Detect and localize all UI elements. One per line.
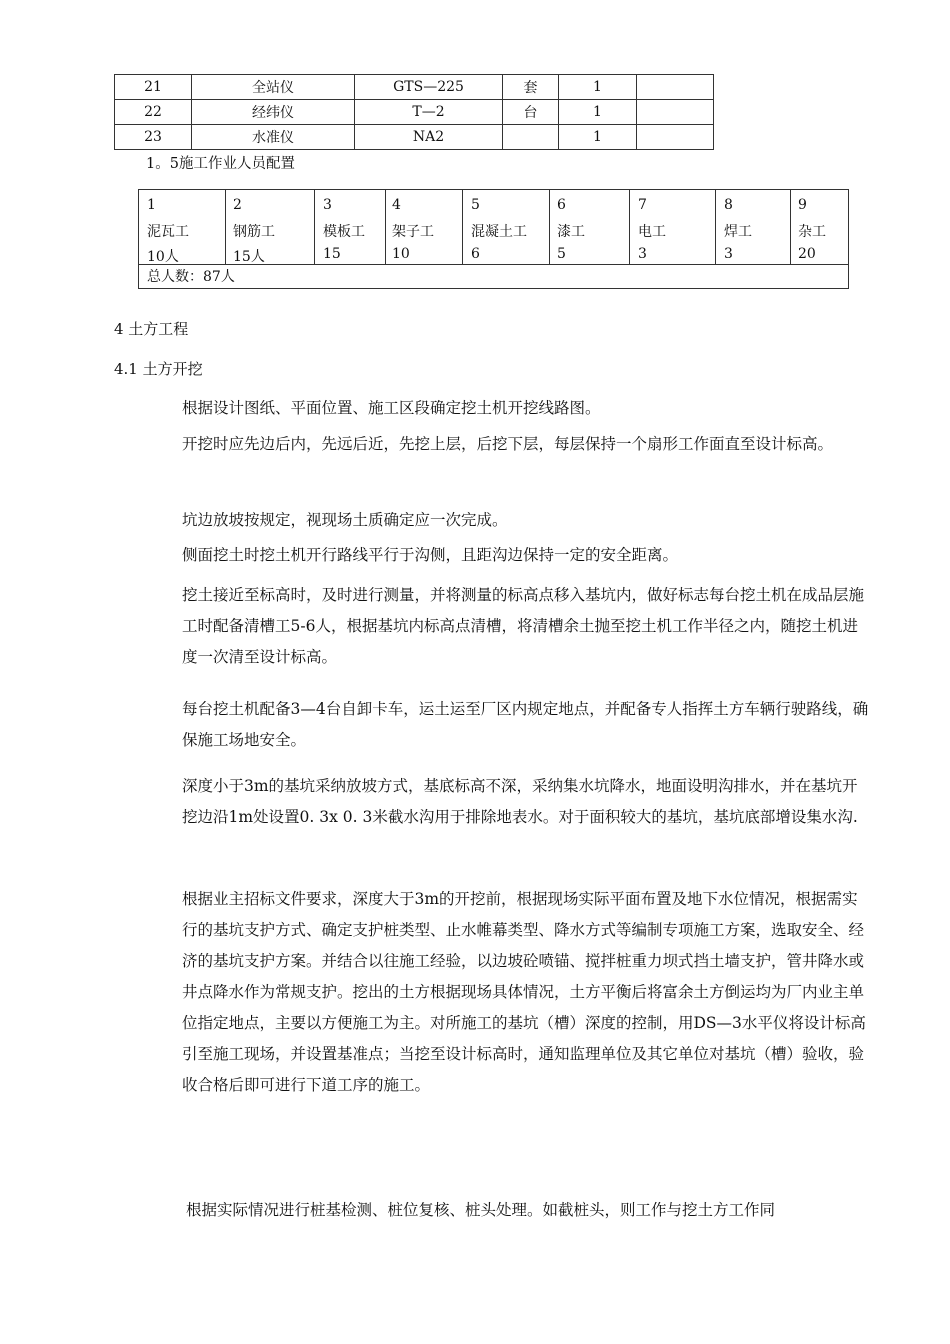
column-divider (385, 190, 386, 264)
equipment-model: T—2 (355, 100, 503, 125)
staff-trade: 混凝土工 (471, 224, 527, 240)
staff-trade: 泥瓦工 (147, 224, 189, 240)
table-row (115, 75, 714, 100)
body-paragraph: 每台挖土机配备3—4台自卸卡车，运土运至厂区内规定地点，并配备专人指挥土方车辆行驶路线，确保施工场地安全。 (182, 700, 869, 749)
staff-count: 10 (392, 246, 410, 262)
body-paragraph: 开挖时应先边后内，先远后近，先挖上层，后挖下层，每层保持一个扇形工作面直至设计标高。 (182, 435, 834, 453)
body-paragraph: 根据设计图纸、平面位置、施工区段确定挖土机开挖线路图。 (182, 399, 601, 417)
body-paragraph: 挖土接近至标高时，及时进行测量，并将测量的标高点移入基坑内，做好标志每台挖土机在成品层施工时配备清槽工5-6人，根据基坑内标高点清槽，将清槽余土抛至挖土机工作半径之内，随挖土机进度一次清至设计标高。 (182, 586, 865, 666)
body-paragraph: 根据业主招标文件要求，深度大于3m的开挖前，根据现场实际平面布置及地下水位情况，根据需实行的基坑支护方式、确定支护桩类型、止水帷幕类型、降水方式等编制专项施工方案，选取安全、经济的基坑支护方案。并结合以往施工经验，以边坡砼喷锚、搅拌桩重力坝式挡土墙支护，管井降水或井点降水作为常规支护。挖出的土方根据现场具体情况，土方平衡后将富余土方倒运均为厂内业主单位指定地点，主要以方便施工为主。对所施工的基坑（槽）深度的控制，用DS—3水平仪将设计标高引至施工现场，并设置基准点；当挖至设计标高时，通知监理单位及其它单位对基坑（槽）验收，验收合格后即可进行下道工序的施工。 (182, 890, 866, 1094)
staff-number: 6 (557, 197, 566, 213)
equipment-unit (503, 125, 559, 150)
staff-count: 3 (638, 246, 647, 262)
equipment-model: NA2 (355, 125, 503, 150)
equipment-table (114, 74, 714, 150)
staff-table (138, 189, 849, 289)
table-row (115, 125, 714, 150)
equipment-qty: 1 (559, 100, 637, 125)
staff-number: 4 (392, 197, 401, 213)
staff-trade: 架子工 (392, 224, 434, 240)
staff-count: 5 (557, 246, 566, 262)
staff-number: 1 (147, 197, 156, 213)
row-no: 22 (115, 100, 192, 125)
staff-trade: 模板工 (323, 224, 365, 240)
equipment-name: 经纬仪 (192, 100, 355, 125)
row-no: 23 (115, 125, 192, 150)
row-no: 21 (115, 75, 192, 100)
staff-trade: 电工 (638, 224, 666, 240)
staff-total: 总人数：87人 (147, 269, 235, 285)
equipment-qty: 1 (559, 125, 637, 150)
equipment-qty: 1 (559, 75, 637, 100)
staff-count: 3 (724, 246, 733, 262)
body-paragraph: 坑边放坡按规定，视现场土质确定应一次完成。 (182, 511, 508, 529)
equipment-unit: 套 (503, 75, 559, 100)
column-divider (549, 190, 550, 264)
staff-number: 7 (638, 197, 647, 213)
column-divider (790, 190, 791, 264)
staff-number: 3 (323, 197, 332, 213)
column-divider (629, 190, 630, 264)
staff-trade: 钢筋工 (233, 224, 275, 240)
staff-count: 10人 (147, 249, 179, 265)
table-row (115, 100, 714, 125)
staff-count: 15 (323, 246, 341, 262)
staff-trade: 漆工 (557, 224, 585, 240)
body-paragraph: 侧面挖土时挖土机开行路线平行于沟侧，且距沟边保持一定的安全距离。 (182, 546, 679, 564)
column-divider (314, 190, 315, 264)
staff-trade: 焊工 (724, 224, 752, 240)
staff-number: 5 (471, 197, 480, 213)
staff-number: 9 (798, 197, 807, 213)
equipment-remark (637, 75, 714, 100)
equipment-model: GTS—225 (355, 75, 503, 100)
body-paragraph: 深度小于3m的基坑采纳放坡方式，基底标高不深，采纳集水坑降水，地面设明沟排水，并在基坑开挖边沿1m处设置0. 3x 0. 3米截水沟用于排除地表水。对于面积较大的基坑，基坑底部增设集水沟. (182, 777, 858, 826)
column-divider (462, 190, 463, 264)
subsection-heading: 4.1 土方开挖 (114, 360, 203, 378)
column-divider (225, 190, 226, 264)
staff-count: 6 (471, 246, 480, 262)
staff-count: 15人 (233, 249, 265, 265)
equipment-remark (637, 125, 714, 150)
body-paragraph: 根据实际情况进行桩基检测、桩位复核、桩头处理。如截桩头，则工作与挖土方工作同 (186, 1201, 776, 1219)
staff-trade: 杂工 (798, 224, 826, 240)
equipment-unit: 台 (503, 100, 559, 125)
section-heading: 4 土方工程 (114, 320, 189, 338)
equipment-name: 全站仪 (192, 75, 355, 100)
staff-count: 20 (798, 246, 816, 262)
staff-number: 8 (724, 197, 733, 213)
equipment-remark (637, 100, 714, 125)
equipment-name: 水准仪 (192, 125, 355, 150)
staff-caption: 1。5施工作业人员配置 (146, 156, 295, 172)
column-divider (715, 190, 716, 264)
staff-number: 2 (233, 197, 242, 213)
